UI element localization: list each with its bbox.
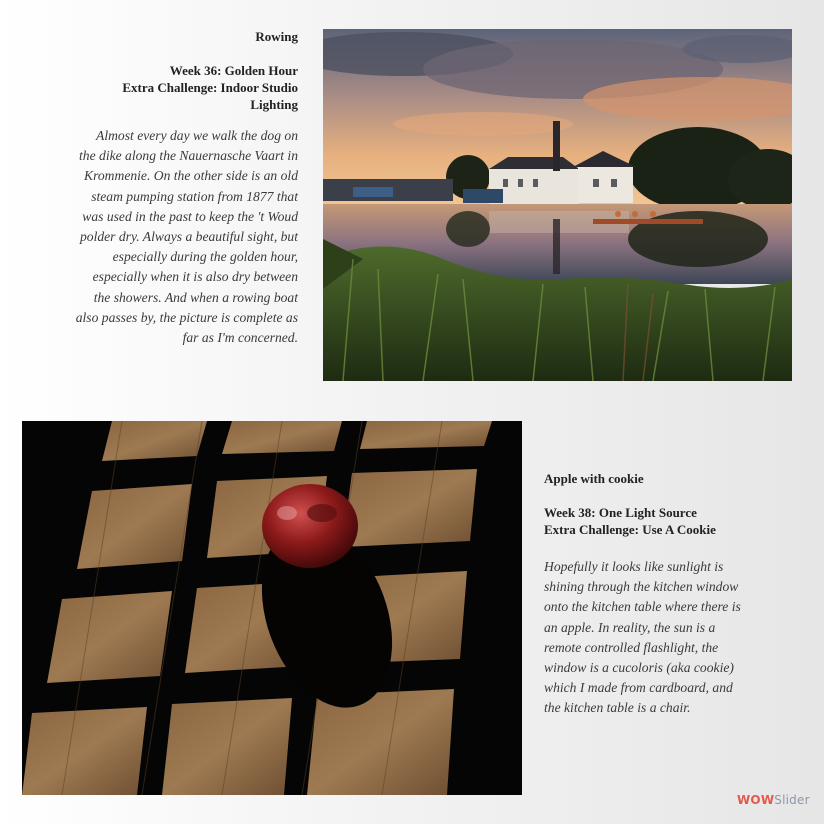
wowslider-logo[interactable]: WOWSlider <box>737 793 810 807</box>
week-label: Week 36: Golden Hour <box>169 63 298 78</box>
photo-title: Rowing <box>255 29 298 44</box>
caption-rowing <box>14 28 298 348</box>
apple-photo <box>22 421 522 795</box>
challenge-label: Extra Challenge: Indoor Studio Lighting <box>122 80 298 112</box>
photo-description: Almost every day we walk the dog on the dike along the Nauernasche Vaart in Krommenie. On the other side is an old steam pumping station from 1877 that was used in the past to keep the 't Woud polder dry. Always a beautiful sight, but especially during the golden hour, especially when it is also dry between the showers. And when a rowing boat also passes by, the picture is complete as far as I'm concerned. <box>75 128 298 346</box>
week-label: Week 38: One Light Source <box>544 505 697 520</box>
photo-title: Apple with cookie <box>544 471 644 486</box>
caption-apple <box>544 470 794 719</box>
challenge-label: Extra Challenge: Use A Cookie <box>544 522 716 537</box>
rowing-photo <box>323 29 792 381</box>
photo-description: Hopefully it looks like sunlight is shining through the kitchen window onto the kitchen table where there is an apple. In reality, the sun is a remote controlled flashlight, the window is a cucoloris (aka cookie) which I made from cardboard, and the kitchen table is a chair. <box>544 559 741 716</box>
